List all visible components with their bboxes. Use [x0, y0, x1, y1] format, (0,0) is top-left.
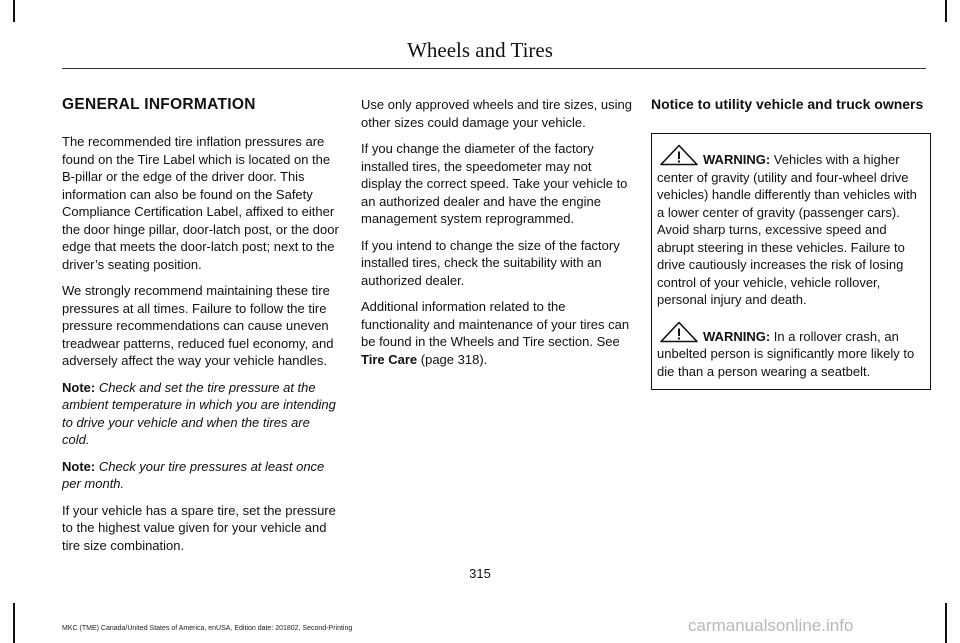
tire-care-link[interactable]: Tire Care — [361, 351, 418, 367]
notice-heading: Notice to utility vehicle and truck owners — [651, 96, 924, 112]
note-label: Note: — [62, 458, 96, 474]
warning-rollover-handling — [657, 144, 926, 309]
warning-seatbelt — [657, 321, 926, 381]
page-reference: (page 318). — [420, 351, 488, 367]
column-general-information — [62, 96, 340, 563]
note-text: Check your tire pressures at least once per month. — [62, 458, 325, 491]
page-header-title: Wheels and Tires — [407, 38, 553, 62]
watermark-logo: carmanualsonline.info — [688, 616, 854, 635]
warning-text: In a rollover crash, an unbelted person is significantly more likely to die than a person wearing a seatbelt. — [657, 328, 915, 379]
crop-mark-bottom-left — [13, 603, 15, 643]
warning-triangle-icon — [657, 321, 701, 343]
crop-mark-top-left — [13, 0, 15, 22]
paragraph-speedometer: If you change the diameter of the factory installed tires, the speedometer may not display the correct speed. Take your vehicle to an authorized dealer and have the engine management system reprogrammed. — [361, 141, 628, 226]
warning-label: WARNING: — [703, 152, 771, 167]
warning-text: Vehicles with a higher center of gravity (utility and four-wheel drive vehicles) handle differently than vehicles with a lower center of gravity (passenger cars). Avoid sharp turns, excessive speed and abrupt steering in these vehicles. Failure to drive cautiously increases the risk of losing control of your vehicle, vehicle rollover, personal injury and death. — [657, 152, 917, 307]
note-label: Note: — [62, 379, 96, 395]
header-divider — [62, 68, 926, 69]
section-heading: GENERAL INFORMATION — [62, 96, 256, 113]
paragraph-spare-tire: If your vehicle has a spare tire, set the pressure to the highest value given for your vehicle and tire size combination. — [62, 502, 336, 553]
column-utility-vehicle-notice — [651, 96, 931, 390]
note-ambient-temperature — [62, 379, 340, 449]
paragraph-approved-wheels: Use only approved wheels and tire sizes, using other sizes could damage your vehicle. — [361, 97, 632, 130]
crop-mark-bottom-right — [945, 603, 947, 643]
additional-info-text: Additional information related to the functionality and maintenance of your tires can be found in the Wheels and Tire section. See — [361, 299, 630, 349]
paragraph-maintain-pressure: We strongly recommend maintaining these tire pressures at all times. Failure to follow the tire pressure recommendations can cause uneven treadwear patterns, reduced fuel economy, and adversely affect the way your vehicle handles. — [62, 283, 334, 368]
crop-mark-top-right — [945, 0, 947, 22]
warning-triangle-icon — [657, 144, 701, 166]
paragraph-dealer-check: If you intend to change the size of the factory installed tires, check the suitability with an authorized dealer. — [361, 237, 620, 288]
column-wheel-sizes — [361, 96, 632, 377]
footer-edition-text: MKC (TME) Canada/United States of America, enUSA, Edition date: 201802, Second-Printing — [62, 625, 353, 632]
note-monthly-check — [62, 458, 340, 493]
page-number: 315 — [469, 566, 491, 581]
warning-box — [651, 133, 931, 390]
paragraph-tire-label: The recommended tire inflation pressures are found on the Tire Label which is located on the B-pillar or the edge of the driver door. This information can also be found on the Safety Compliance Certification Label, affixed to either the door hinge pillar, door-latch post, or the door edge that meets the door-latch post; next to the driver’s seating position. — [62, 134, 339, 272]
paragraph-additional-info — [361, 298, 632, 368]
warning-label: WARNING: — [703, 328, 771, 344]
note-text: Check and set the tire pressure at the ambient temperature in which you are intending to drive your vehicle and when the tires are cold. — [62, 379, 336, 447]
